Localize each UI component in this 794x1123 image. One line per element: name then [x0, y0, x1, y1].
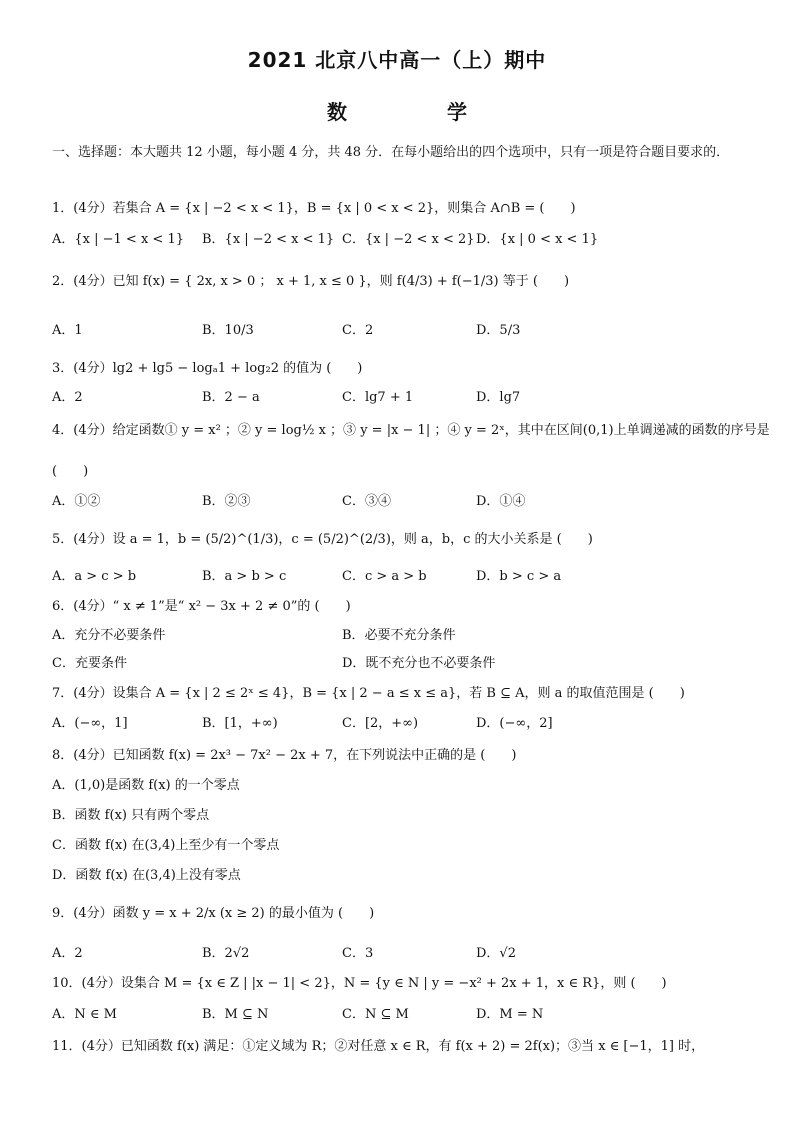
q6-option-c: C．充要条件	[52, 656, 127, 671]
q7-option-b: B．[1，+∞)	[202, 716, 278, 731]
q9-option-c: C．3	[342, 946, 374, 961]
q10-option-c: C．N ⊆ M	[342, 1007, 409, 1022]
q4-option-a: A．①②	[52, 494, 101, 509]
question-1: 1．(4分）若集合 A = {x | −2 < x < 1}，B = {x | 0 < x < 2}，则集合 A∩B = ( )	[52, 201, 576, 216]
q10-option-b: B．M ⊆ N	[202, 1007, 269, 1022]
question-6: 6．(4分）“ x ≠ 1”是“ x² − 3x + 2 ≠ 0”的 ( )	[52, 599, 351, 614]
q3-option-d: D．lg7	[476, 390, 521, 405]
q4-option-c: C．③④	[342, 494, 391, 509]
q4-option-d: D．①④	[476, 494, 526, 509]
q3-option-c: C．lg7 + 1	[342, 390, 414, 405]
q5-option-d: D．b > c > a	[476, 569, 562, 584]
q10-option-d: D．M = N	[476, 1007, 544, 1022]
q5-option-b: B．a > b > c	[202, 569, 287, 584]
question-5: 5．(4分）设 a = 1，b = (5/2)^(1/3)，c = (5/2)^(2/3)，则 a，b，c 的大小关系是 ( )	[52, 532, 593, 547]
q8-option-b: B．函数 f(x) 只有两个零点	[52, 808, 210, 823]
q10-option-a: A．N ∈ M	[52, 1007, 117, 1022]
question-10: 10．(4分）设集合 M = {x ∈ Z | |x − 1| < 2}，N = {y ∈ N | y = −x² + 2x + 1，x ∈ R}，则 ( )	[52, 976, 667, 991]
q4-option-b: B．②③	[202, 494, 251, 509]
question-11: 11．(4分）已知函数 f(x) 满足：①定义域为 R；②对任意 x ∈ R，有 f(x + 2) = 2f(x)；③当 x ∈ [−1，1] 时，	[52, 1039, 705, 1054]
q2-option-b: B．10/3	[202, 323, 254, 338]
q3-option-b: B．2 − a	[202, 390, 260, 405]
q9-option-b: B．2√2	[202, 946, 250, 961]
q3-option-a: A．2	[52, 390, 83, 405]
question-9: 9．(4分）函数 y = x + 2/x (x ≥ 2) 的最小值为 ( )	[52, 906, 375, 921]
question-4: 4．(4分）给定函数① y = x² ；② y = log½ x ；③ y = |x − 1| ；④ y = 2ˣ，其中在区间(0,1)上单调递减的函数的序号是	[52, 423, 770, 438]
q2-option-a: A．1	[52, 323, 83, 338]
q6-option-b: B．必要不充分条件	[342, 628, 456, 643]
q7-option-c: C．[2，+∞)	[342, 716, 419, 731]
q5-option-c: C．c > a > b	[342, 569, 427, 584]
q9-option-a: A．2	[52, 946, 83, 961]
q1-option-c: C．{x | −2 < x < 2}	[342, 232, 475, 247]
q1-option-b: B．{x | −2 < x < 1}	[202, 232, 335, 247]
section-instructions: 一、选择题：本大题共 12 小题，每小题 4 分，共 48 分．在每小题给出的四个选项中，只有一项是符合题目要求的．	[52, 145, 730, 160]
q1-option-a: A．{x | −1 < x < 1}	[52, 232, 184, 247]
subject-heading: 数 学	[327, 100, 507, 124]
q8-option-c: C．函数 f(x) 在(3,4)上至少有一个零点	[52, 838, 280, 853]
q1-option-d: D．{x | 0 < x < 1}	[476, 232, 599, 247]
q6-option-a: A．充分不必要条件	[52, 628, 166, 643]
question-4-bracket: ( )	[52, 464, 89, 479]
q2-option-d: D．5/3	[476, 323, 521, 338]
q8-option-a: A．(1,0)是函数 f(x) 的一个零点	[52, 778, 240, 793]
q8-option-d: D．函数 f(x) 在(3,4)上没有零点	[52, 868, 241, 883]
q7-option-a: A．(−∞，1]	[52, 716, 128, 731]
q7-option-d: D．(−∞，2]	[476, 716, 553, 731]
question-2: 2．(4分）已知 f(x) = { 2x, x > 0 ； x + 1, x ≤ 0 }，则 f(4/3) + f(−1/3) 等于 ( )	[52, 274, 570, 289]
exam-title: 2021 北京八中高一（上）期中	[247, 48, 547, 72]
q6-option-d: D．既不充分也不必要条件	[342, 656, 496, 671]
question-8: 8．(4分）已知函数 f(x) = 2x³ − 7x² − 2x + 7，在下列说法中正确的是 ( )	[52, 748, 517, 763]
q9-option-d: D．√2	[476, 946, 516, 961]
question-3: 3．(4分）lg2 + lg5 − logₐ1 + log₂2 的值为 ( )	[52, 361, 363, 376]
q5-option-a: A．a > c > b	[52, 569, 137, 584]
q2-option-c: C．2	[342, 323, 374, 338]
question-7: 7．(4分）设集合 A = {x | 2 ≤ 2ˣ ≤ 4}，B = {x | 2 − a ≤ x ≤ a}，若 B ⊆ A，则 a 的取值范围是 ( )	[52, 686, 685, 701]
